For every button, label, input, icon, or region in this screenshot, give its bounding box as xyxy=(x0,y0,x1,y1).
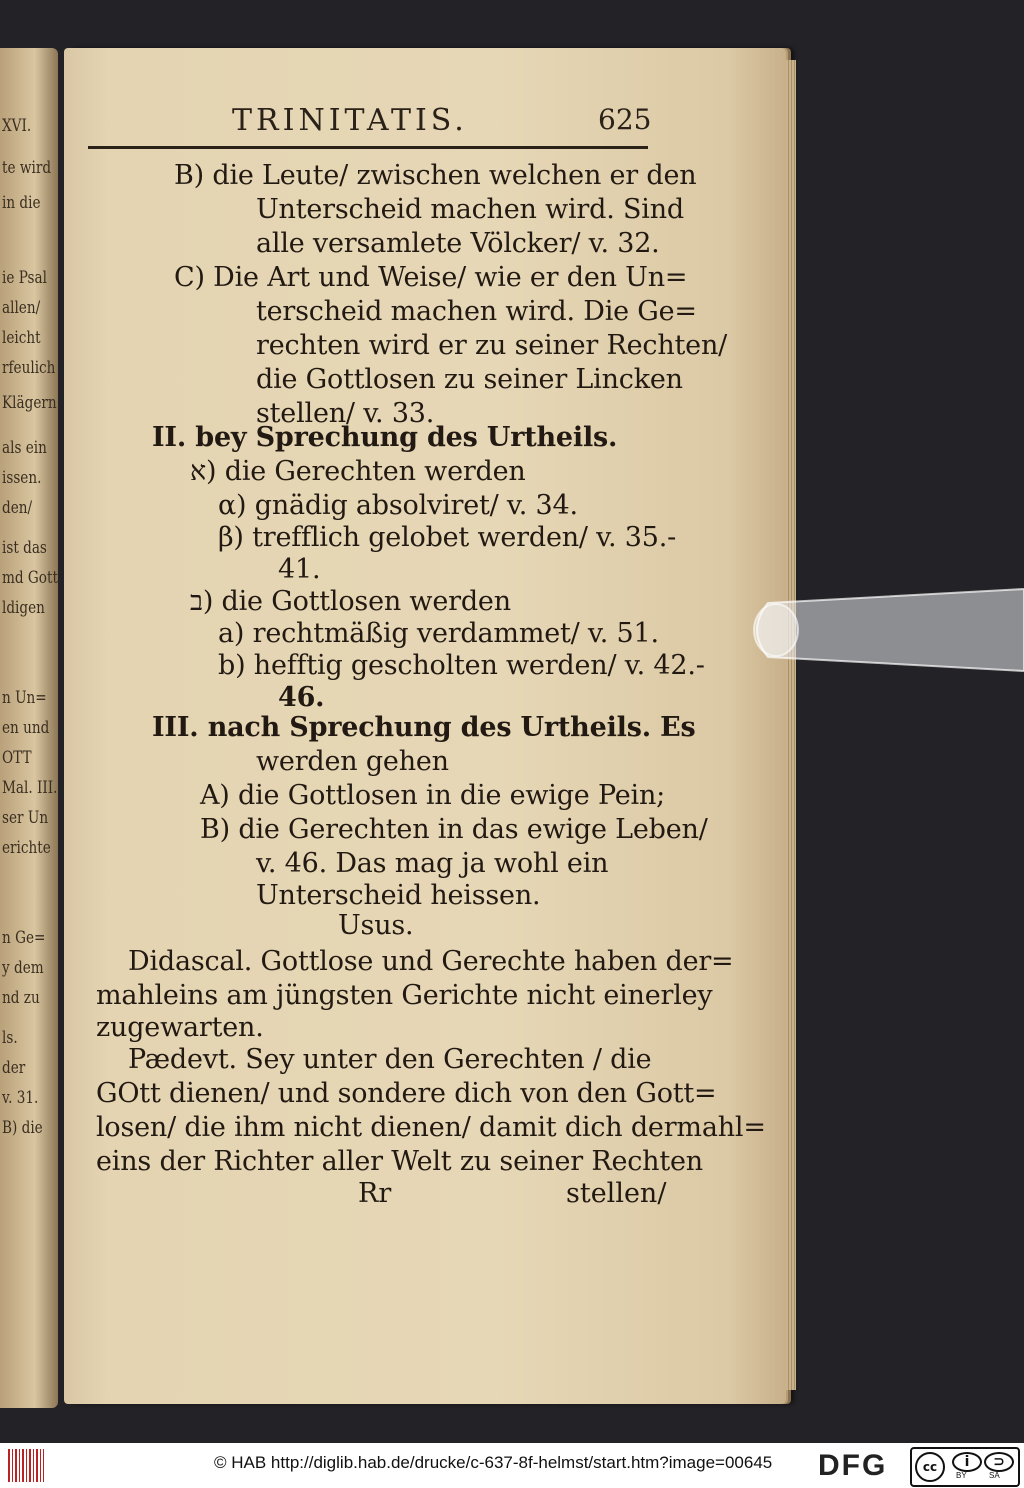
page-edge-stack xyxy=(786,60,796,1390)
facing-page-fragment: en und xyxy=(2,718,50,738)
facing-page-fragment: nd zu xyxy=(2,988,40,1008)
catchword: stellen/ xyxy=(566,1178,667,1209)
facing-page-fragment: Klägern xyxy=(2,393,57,413)
text-line: C) Die Art und Weise/ wie er den Un= xyxy=(174,262,688,293)
glass-page-clip xyxy=(748,585,1024,675)
facing-page-fragment: n Un= xyxy=(2,688,47,708)
cc-license-badge[interactable] xyxy=(910,1447,1020,1487)
text-line: B) die Gerechten in das ewige Leben/ xyxy=(200,814,708,845)
barcode-icon xyxy=(8,1449,44,1482)
text-line: β) trefflich gelobet werden/ v. 35.- xyxy=(218,522,677,553)
section-heading: III. nach Sprechung des Urtheils. Es xyxy=(152,712,696,743)
facing-page-fragment: in die xyxy=(2,193,41,213)
text-line: rechten wird er zu seiner Rechten/ xyxy=(256,330,728,361)
text-line: losen/ die ihm nicht dienen/ damit dich dermahl= xyxy=(96,1112,766,1143)
text-line: α) gnädig absolviret/ v. 34. xyxy=(218,490,578,521)
facing-page-fragment: ser Un xyxy=(2,808,49,828)
page-number: 625 xyxy=(598,103,652,136)
running-head: TRINITATIS. xyxy=(232,103,468,138)
dfg-logo: DFG xyxy=(818,1449,888,1482)
facing-page-fragment: B) die xyxy=(2,1118,43,1138)
header-rule xyxy=(88,146,648,149)
text-line: werden gehen xyxy=(256,746,449,777)
text-line: 46. xyxy=(278,682,325,713)
text-line: b) hefftig gescholten werden/ v. 42.- xyxy=(218,650,705,681)
facing-page-fragment: den/ xyxy=(2,498,33,518)
facing-page-edge xyxy=(0,48,58,1408)
text-line: GOtt dienen/ und sondere dich von den Gott= xyxy=(96,1078,717,1109)
facing-page-fragment: te wird xyxy=(2,158,52,178)
facing-page-fragment: md Gott xyxy=(2,568,58,588)
facing-page-fragment: rfeulich xyxy=(2,358,56,378)
cc-icon: cc xyxy=(915,1452,945,1482)
facing-page-fragment: ldigen xyxy=(2,598,45,618)
facing-page-fragment: leicht xyxy=(2,328,41,348)
facing-page-fragment: ie Psal xyxy=(2,268,47,288)
text-line: Pædevt. Sey unter den Gerechten / die xyxy=(128,1044,652,1075)
facing-page-fragment: Mal. III. xyxy=(2,778,58,798)
text-line: v. 46. Das mag ja wohl ein xyxy=(256,848,609,879)
text-line: 41. xyxy=(278,554,321,585)
text-line: A) die Gottlosen in die ewige Pein; xyxy=(200,780,666,811)
text-line: stellen/ v. 33. xyxy=(256,398,435,429)
facing-page-fragment: ist das xyxy=(2,538,47,558)
text-line: zugewarten. xyxy=(96,1012,264,1043)
facing-page-fragment: XVI. xyxy=(2,116,32,136)
facing-page-fragment: y dem xyxy=(2,958,44,978)
by-label: BY xyxy=(956,1471,967,1480)
text-line: terscheid machen wird. Die Ge= xyxy=(256,296,697,327)
signature-mark: Rr xyxy=(358,1178,392,1209)
facing-page-fragment: als ein xyxy=(2,438,47,458)
text-line: א) die Gerechten werden xyxy=(190,456,526,487)
text-line: die Gottlosen zu seiner Lincken xyxy=(256,364,683,395)
source-credit[interactable]: © HAB http://diglib.hab.de/drucke/c-637-8f-helmst/start.htm?image=00645 xyxy=(214,1453,773,1472)
usus-heading: Usus. xyxy=(338,910,414,941)
text-line: a) rechtmäßig verdammet/ v. 51. xyxy=(218,618,659,649)
text-line: mahleins am jüngsten Gerichte nicht einerley xyxy=(96,980,713,1011)
facing-page-fragment: erichte xyxy=(2,838,51,858)
sa-icon: ⊃ xyxy=(984,1452,1014,1472)
footer-bar xyxy=(0,1443,1024,1488)
by-icon: i xyxy=(952,1452,982,1472)
facing-page-fragment: allen/ xyxy=(2,298,41,318)
text-line: eins der Richter aller Welt zu seiner Rechten xyxy=(96,1146,703,1177)
sa-label: SA xyxy=(989,1471,1000,1480)
facing-page-fragment: issen. xyxy=(2,468,42,488)
text-line: Didascal. Gottlose und Gerechte haben der= xyxy=(128,946,734,977)
text-line: ב) die Gottlosen werden xyxy=(190,586,511,617)
facing-page-fragment: OTT xyxy=(2,748,32,768)
facing-page-fragment: ls. xyxy=(2,1028,18,1048)
facing-page-fragment: n Ge= xyxy=(2,928,46,948)
section-heading: II. bey Sprechung des Urtheils. xyxy=(152,422,618,453)
text-line: Unterscheid machen wird. Sind xyxy=(256,194,684,225)
text-line: B) die Leute/ zwischen welchen er den xyxy=(174,160,697,191)
text-line: alle versamlete Völcker/ v. 32. xyxy=(256,228,660,259)
text-line: Unterscheid heissen. xyxy=(256,880,541,911)
facing-page-fragment: v. 31. xyxy=(2,1088,39,1108)
facing-page-fragment: der xyxy=(2,1058,26,1078)
